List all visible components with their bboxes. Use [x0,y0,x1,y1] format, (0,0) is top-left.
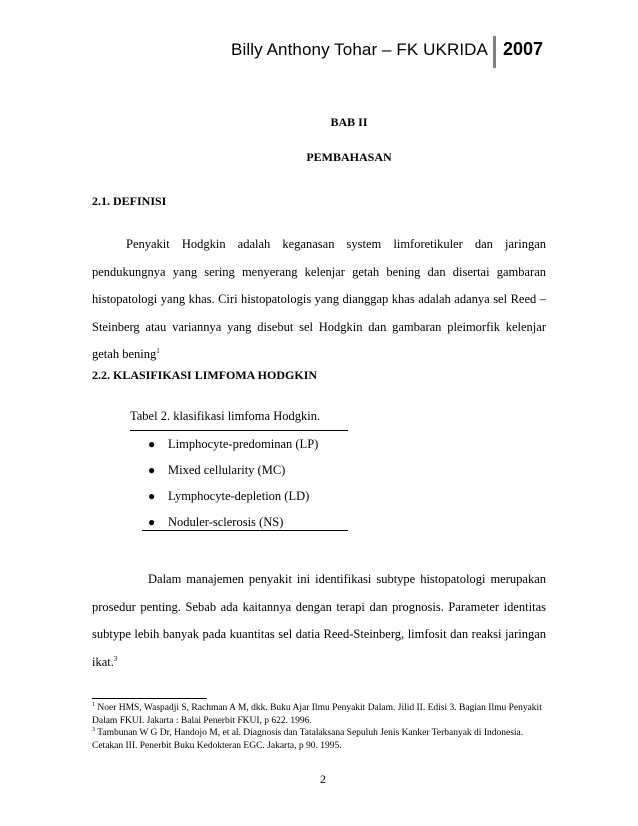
footnote-ref-3: 3 [113,654,118,663]
definition-text: Penyakit Hodgkin adalah keganasan system limforetikuler dan jaringan pendukungnya yang sering menyerang kelenjar getah bening dan disertai gambaran histopatologi yang khas. Ciri histopatologis yang dianggap khas adalah adanya sel Reed – Steinberg atau variannya yang disebut sel Hodgkin dan gambaran pleimorfik kelenjar getah bening [92,237,546,361]
bullet-icon: ● [148,515,156,529]
definition-paragraph [92,231,546,369]
list-item: ● Mixed cellularity (MC) [130,457,318,483]
table-caption: Tabel 2. klasifikasi limfoma Hodgkin. [130,409,321,423]
footnote-separator [92,698,207,699]
list-item: ● Limphocyte-predominan (LP) [130,431,318,457]
list-item: ● Noduler-sclerosis (NS) [130,509,318,535]
bullet-icon: ● [148,463,156,477]
footnote-1: $^1$ Noer HMS, Waspadji S, Rachman A M, dkk. Buku Ajar Ilmu Penyakit Dalam. Jilid II. Edisi 3. Bagian Ilmu Penyakit Dalam FKUI. Jakarta : Balai Penerbit FKUI, p 622. 1996. [92,701,542,726]
table-bottom-rule [142,530,348,531]
page-header [0,36,638,68]
bullet-icon: ● [148,489,156,503]
header-divider [493,36,496,68]
footnote-3: $^3$ Tambunan W G Dr, Handojo M, et al. Diagnosis dan Tatalaksana Sepuluh Jenis Kanker Terbanyak di Indonesia. Cetakan III. Penerbit Buku Kedokteran EGC. Jakarta, p 90. 1995. [92,726,524,751]
list-item: ● Lymphocyte-depletion (LD) [130,483,318,509]
management-text: Dalam manajemen penyakit ini identifikasi subtype histopatologi merupakan prosedur penting. Sebab ada kaitannya dengan terapi dan prognosis. Parameter identitas subtype lebih banyak pada kuantitas sel datia Reed-Steinberg, limfosit dan reaksi jaringan ikat. [92,572,546,669]
section-heading-definisi: 2.1. DEFINISI [92,194,167,208]
classification-list [130,431,318,535]
footnotes [92,702,552,752]
bullet-icon: ● [148,437,156,451]
chapter-number: BAB II [330,115,368,129]
management-paragraph [92,566,546,676]
footnote-ref-1: 1 [156,346,160,355]
chapter-title: PEMBAHASAN [306,150,392,164]
header-title: Billy Anthony Tohar – FK UKRIDA [231,40,488,59]
section-heading-klasifikasi: 2.2. KLASIFIKASI LIMFOMA HODGKIN [92,368,318,382]
header-year: 2007 [503,39,544,59]
page-number: 2 [320,772,326,786]
